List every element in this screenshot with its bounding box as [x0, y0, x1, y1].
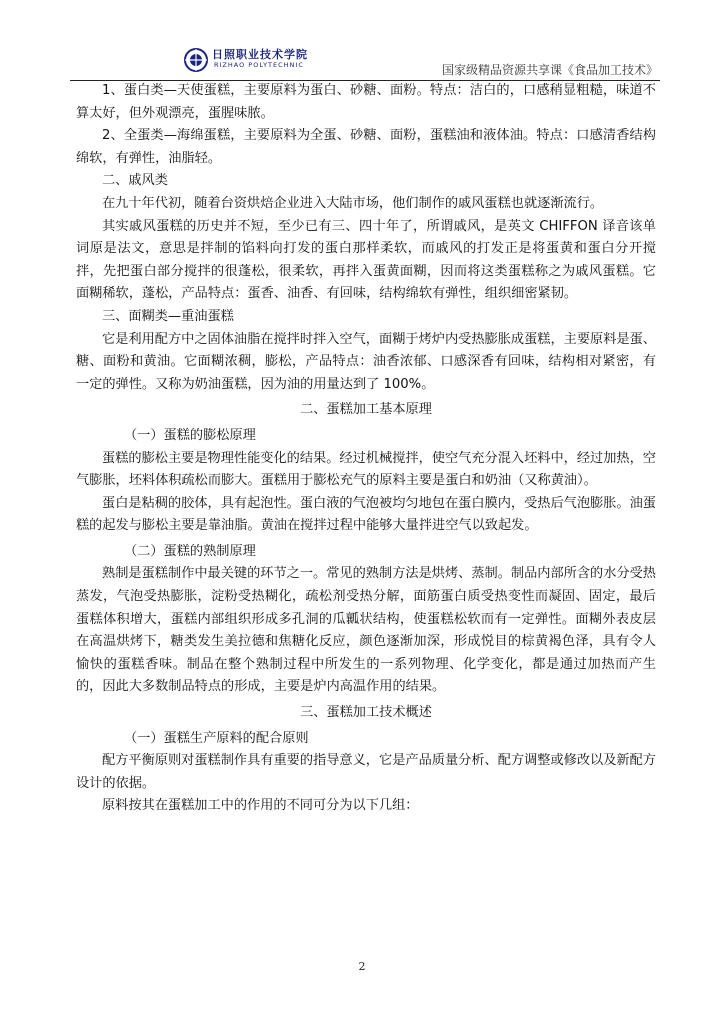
- document-body: [76, 80, 656, 818]
- paragraph-chiffon-history: 在九十年代初，随着台资烘焙企业进入大陆市场，他们制作的戚风蛋糕也就逐渐流行。: [102, 195, 604, 211]
- paragraph-chiffon-detail: 其实戚风蛋糕的历史并不短，至少已有三、四十年了，所谓戚风，是英文 CHIFFON 译音该单词原是法文，意思是拌制的馅料向打发的蛋白那样柔软，而戚风的打发正是将蛋黄和蛋白分开搅拌，先把蛋白部分搅拌的很蓬松，很柔软，再拌入蛋黄面糊，因而将这类蛋糕称之为戚风蛋糕。它面糊稀软，蓬松，产品特点：蛋香、油香、有回味，结构绵软有弹性，组织细密紧韧。: [76, 218, 656, 302]
- subheading-baking: （二）蛋糕的熟制原理: [124, 543, 256, 559]
- heading-butter-cake: 三、面糊类—重油蛋糕: [102, 308, 234, 324]
- page-number: 2: [358, 960, 366, 973]
- paragraph-baking: 熟制是蛋糕制作中最关键的环节之一。常见的熟制方法是烘烤、蒸制。制品内部所含的水分受热蒸发，气泡受热膨胀，淀粉受热糊化，疏松剂受热分解，面筋蛋白质受热变性而凝固、固定，最后蛋糕体积增大，蛋糕内部组织形成多孔洞的瓜瓤状结构，使蛋糕松软而有一定弹性。面糊外表皮层在高温烘烤下，糖类发生美拉德和焦糖化反应，颜色逐渐加深，形成悦目的棕黄褐色泽，具有令人愉快的蛋糕香味。制品在整个熟制过程中所发生的一系列物理、化学变化，都是通过加热而产生的，因此大多数制品特点的形成，主要是炉内高温作用的结果。: [76, 566, 656, 695]
- subheading-leavening: （一）蛋糕的膨松原理: [124, 427, 256, 443]
- paragraph-egg-white: 蛋白是粘稠的胶体，具有起泡性。蛋白液的气泡被均匀地包在蛋白膜内，受热后气泡膨胀。油蛋糕的起发与膨松主要是靠油脂。黄油在搅拌过程中能够大量拌进空气以致起发。: [76, 495, 656, 534]
- section-heading-principles: 二、蛋糕加工基本原理: [300, 402, 432, 418]
- section-heading-overview: 三、蛋糕加工技术概述: [300, 705, 432, 721]
- school-emblem-icon: [184, 48, 208, 72]
- school-name-en: RIZHAO POLYTECHNIC: [214, 61, 304, 69]
- school-name-cn: 日照职业技术学院: [212, 48, 308, 61]
- paragraph-formula: 配方平衡原则对蛋糕制作具有重要的指导意义，它是产品质量分析、配方调整或修改以及新配方设计的依据。: [76, 753, 656, 791]
- paragraph-leavening: 蛋糕的膨松主要是物理性能变化的结果。经过机械搅拌，使空气充分混入坯料中，经过加热，空气膨胀，坯料体积疏松而膨大。蛋糕用于膨松充气的原料主要是蛋白和奶油（又称黄油）。: [76, 450, 656, 489]
- page-header: [70, 42, 660, 82]
- course-title: 国家级精品资源共享课《食品加工技术》: [441, 63, 658, 77]
- heading-chiffon: 二、戚风类: [102, 173, 168, 189]
- paragraph-ingredients: 原料按其在蛋糕加工中的作用的不同可分为以下几组：: [102, 798, 419, 814]
- subheading-formula: （一）蛋糕生产原料的配合原则: [124, 730, 309, 746]
- school-logo: [184, 46, 334, 76]
- paragraph-angel-cake: 1、蛋白类—天使蛋糕，主要原料为蛋白、砂糖、面粉。特点：洁白的，口感稍显粗糙，味道不算太好，但外观漂亮，蛋腥味脓。: [76, 83, 656, 121]
- paragraph-butter-cake: 它是利用配方中之固体油脂在搅拌时拌入空气，面糊于烤炉内受热膨胀成蛋糕，主要原料是蛋、糖、面粉和黄油。它面糊浓稠，膨松，产品特点：油香浓郁、口感深香有回味，结构相对紧密，有一定的弹性。又称为奶油蛋糕，因为油的用量达到了 100%。: [76, 331, 656, 392]
- paragraph-sponge-cake: 2、全蛋类—海绵蛋糕，主要原料为全蛋、砂糖、面粉，蛋糕油和液体油。特点：口感清香结构绵软，有弹性，油脂轻。: [76, 128, 656, 166]
